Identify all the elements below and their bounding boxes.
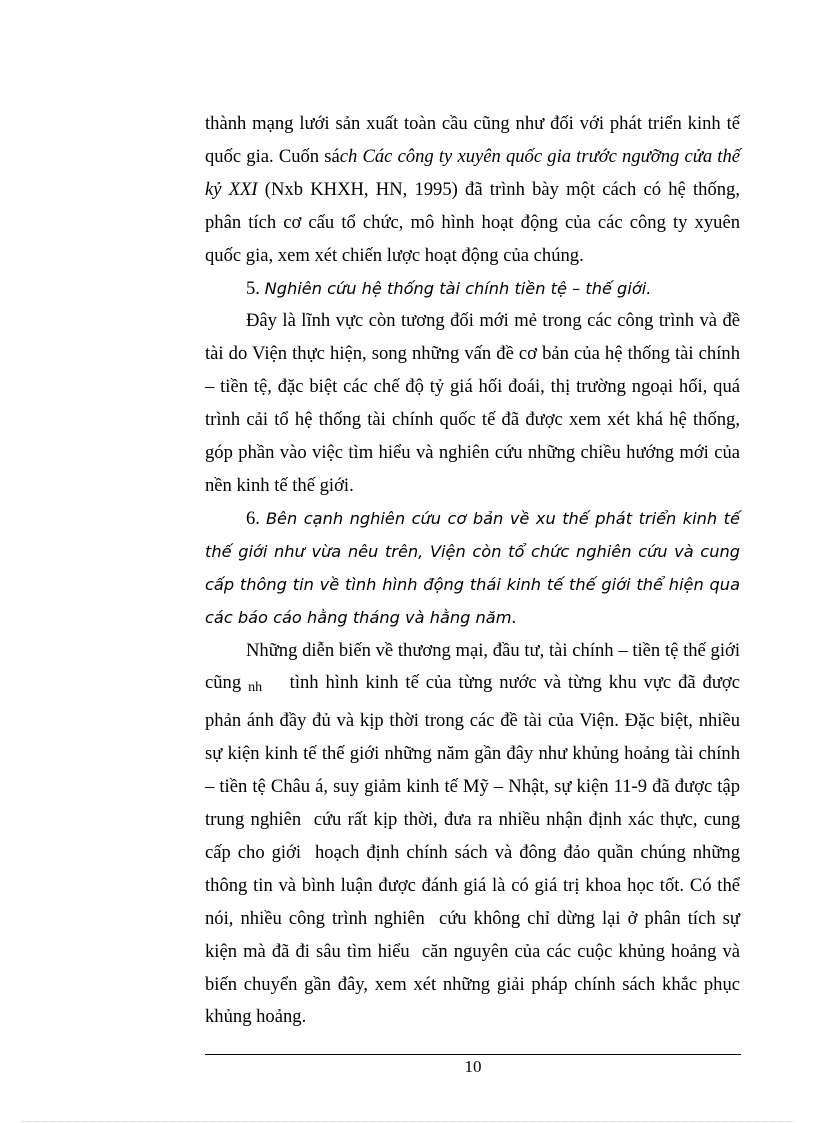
book-title: Các công ty xuyên quốc gia trước ngưỡng cửa thế kỷ XXI [205,145,741,200]
section-6-number: 6. [246,507,266,529]
section-5-number: 5. [246,277,265,299]
paragraph-finance-text: Đây là lĩnh vực còn tương đối mới mẻ trong các công trình và đề tài do Viện thực hiện, song những vấn đề cơ bản của hệ thống tài chính – tiền tệ, đặc biệt các chế độ tỷ giá hối đoái, thị trường ngoại hối, quá trình cải tổ hệ thống tài chính quốc tế đã được xem xét khá hệ thống, góp phần vào việc tìm hiểu và nghiên cứu những chiều hướng mới của nền kinh tế thế giới. [205,310,740,496]
footer-divider [205,1054,741,1055]
section-5-heading [205,273,740,306]
section-6-end: . [511,606,517,628]
paragraph-companies-text-c: (Nxb KHXH, HN, 1995) đã trình bày một cách có hệ thống, phân tích cơ cấu tổ chức, mô hình hoạt động của các công ty xyuên quốc gia, xem xét chiến lược hoạt động của chúng. [205,178,740,266]
body-text [205,108,745,1034]
paragraph-companies-text-b: ch [339,145,363,167]
paragraph-developments-text-b: tình hình kinh tế của từng nước và từng khu vực đã được phản ánh đầy đủ và kịp thời trong các đề tài của Viện. Đặc biệt, nhiều sự kiện kinh tế thế giới những năm gần đây như khủng hoảng tài chính – tiền tệ Châu á, suy giảm kinh tế Mỹ – Nhật, sự kiện 11-9 đã được tập trung nghiên cứu rất kịp thời, đưa ra nhiều nhận định xác thực, cung cấp cho giới hoạch định chính sách và đông đảo quần chúng những thông tin và bình luận được đánh giá là có giá trị khoa học tốt. Có thể nói, nhiều công trình nghiên cứu không chỉ dừng lại ở phân tích sự kiện mà đã đi sâu tìm hiểu căn nguyên của các cuộc khủng hoảng và biến chuyển gần đây, xem xét những giải pháp chính sách khắc phục khủng hoảng. [205,672,745,1028]
section-6-heading [205,503,740,635]
section-5-title: Nghiên cứu hệ thống tài chính tiền tệ – thế giới. [264,278,652,298]
page-number: 10 [464,1057,482,1076]
paragraph-developments-text-a: Những diễn biến về thương mại, đầu tư, tài chính – tiền tệ thế giới cũng [205,639,740,694]
section-6-title: Bên cạnh nghiên cứu cơ bản về xu thế phát triển kinh tế thế giới như vừa nêu trên, Viện còn tổ chức nghiên cứu và cung cấp thông tin về tình hình động thái kinh tế thế giới thể hiện qua các báo cáo hằng tháng và hằng năm [205,508,740,627]
paragraph-companies [205,108,740,273]
page-bottom-edge [22,1121,794,1122]
paragraph-developments-fragment: nh [248,680,263,696]
paragraph-companies-text-a: thành mạng lưới sản xuất toàn cầu cũng như đối với phát triển kinh tế quốc gia. Cuốn sá [205,113,740,167]
paragraph-finance [205,305,740,502]
paragraph-developments [205,635,745,1035]
